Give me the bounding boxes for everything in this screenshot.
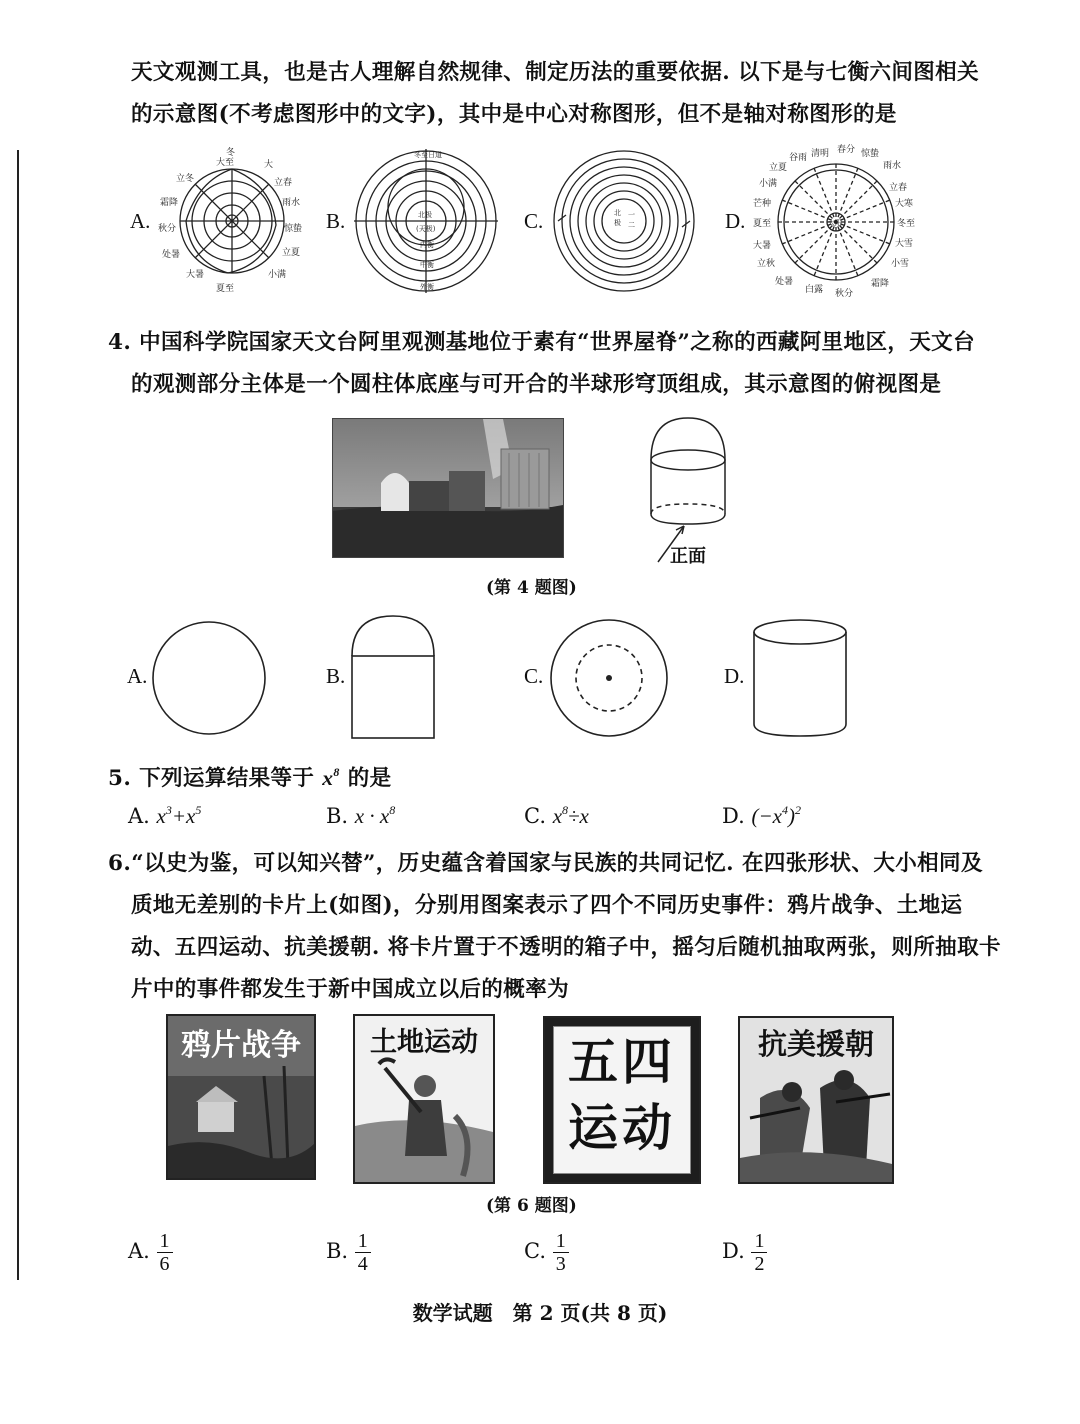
q6-line-3: 动、五四运动、抗美援朝. 将卡片置于不透明的箱子中，摇匀后随机抽取两张，则所抽取卡 <box>131 935 1001 960</box>
svg-text:霜降: 霜降 <box>160 198 179 208</box>
q6-option-b-numerator: 1 <box>355 1230 371 1253</box>
q5-option-c <box>524 803 589 829</box>
card-may-fourth-title-1: 五四 <box>568 1033 676 1091</box>
svg-text:立夏: 立夏 <box>282 248 301 258</box>
q5-stem-prefix: 5. 下列运算结果等于 <box>108 766 315 791</box>
q5-option-c-expr: $x^8\div x$ <box>552 803 589 828</box>
q5-option-b-label: B. <box>326 804 349 828</box>
q6-line-2: 质地无差别的卡片上(如图)，分别用图案表示了四个不同历史事件：鸦片战争、土地运 <box>131 893 963 918</box>
svg-text:大: 大 <box>264 160 274 170</box>
q6-line-1: 6.“以史为鉴，可以知兴替”，历史蕴含着国家与民族的共同记忆. 在四张形状、大小相同及 <box>108 851 983 876</box>
svg-text:大雪: 大雪 <box>895 239 914 249</box>
svg-text:处暑: 处暑 <box>775 277 794 287</box>
svg-text:冬至: 冬至 <box>897 219 916 229</box>
q5-option-a-label: A. <box>128 804 150 828</box>
q3-figure-c <box>548 143 700 299</box>
svg-text:极: 极 <box>614 219 621 227</box>
q5-option-a <box>128 803 201 829</box>
q5-target-expr: $x^8$ <box>322 765 340 790</box>
q6-option-b-denominator: 4 <box>357 1253 368 1275</box>
svg-text:立秋: 立秋 <box>757 259 776 269</box>
q5-option-a-expr: $x^3+x^5$ <box>156 803 202 828</box>
card-may-fourth-title-2: 运动 <box>568 1099 676 1157</box>
svg-text:秋分: 秋分 <box>835 289 854 299</box>
q3-line-2: 的示意图(不考虑图形中的文字)，其中是中心对称图形，但不是轴对称图形的是 <box>131 102 897 127</box>
svg-text:立春: 立春 <box>274 178 293 188</box>
q5-option-d-expr: $(-x^4)^2$ <box>751 803 801 828</box>
svg-text:夏至: 夏至 <box>216 284 235 294</box>
svg-text:大寒: 大寒 <box>895 199 914 209</box>
q5-option-b <box>326 803 395 829</box>
svg-text:外衡: 外衡 <box>420 283 434 291</box>
q6-option-d <box>722 1230 767 1275</box>
svg-text:小雪: 小雪 <box>891 259 910 269</box>
q4-option-b-figure <box>350 614 436 740</box>
q6-option-d-fraction <box>751 1230 767 1275</box>
q6-option-b-fraction <box>355 1230 371 1275</box>
q6-option-c <box>524 1230 569 1275</box>
svg-text:大至: 大至 <box>216 158 235 168</box>
q4-line-2: 的观测部分主体是一个圆柱体底座与可开合的半球形穹顶组成，其示意图的俯视图是 <box>131 372 942 397</box>
card-korean-war-title: 抗美援朝 <box>757 1027 874 1061</box>
q4-option-a-label: A. <box>127 664 148 688</box>
svg-text:立夏: 立夏 <box>769 163 788 173</box>
q3-figure-a <box>156 145 308 297</box>
q6-option-b-label: B. <box>326 1239 349 1263</box>
card-land-movement <box>353 1014 495 1184</box>
q4-figure-caption: (第 4 题图) <box>486 578 577 598</box>
card-opium-war-title: 鸦片战争 <box>181 1028 301 1063</box>
q6-option-c-fraction <box>553 1230 569 1275</box>
q4-option-d-figure <box>750 616 850 740</box>
card-opium-war <box>166 1014 316 1180</box>
observatory-photo <box>332 418 564 558</box>
q5-option-c-label: C. <box>524 804 546 828</box>
q6-option-d-denominator: 2 <box>754 1253 765 1275</box>
svg-text:芒种: 芒种 <box>753 199 772 209</box>
q4-line-1: 4. 中国科学院国家天文台阿里观测基地位于素有“世界屋脊”之称的西藏阿里地区，天文台 <box>108 330 975 355</box>
svg-text:霜降: 霜降 <box>871 279 890 289</box>
q3-option-a-label: A. <box>130 209 151 233</box>
q3-figure-d <box>753 140 919 304</box>
svg-text:惊蛰: 惊蛰 <box>284 224 303 234</box>
svg-text:立春: 立春 <box>889 183 908 193</box>
svg-text:大暑: 大暑 <box>753 241 772 251</box>
svg-text:一: 一 <box>628 211 635 219</box>
q6-option-d-label: D. <box>722 1239 745 1263</box>
svg-text:秋分: 秋分 <box>158 224 177 234</box>
q3-option-b-label: B. <box>326 209 346 233</box>
q6-option-a-label: A. <box>128 1239 150 1263</box>
svg-text:小满: 小满 <box>268 270 287 280</box>
svg-text:太阳: 太阳 <box>828 219 842 227</box>
svg-text:北: 北 <box>614 209 621 217</box>
svg-text:处暑: 处暑 <box>162 250 181 260</box>
card-may-fourth <box>543 1016 701 1184</box>
margin-rule <box>17 150 19 1280</box>
q3-option-c-label: C. <box>524 209 544 233</box>
svg-text:二: 二 <box>628 221 635 229</box>
q5-stem-suffix: 的是 <box>347 766 392 791</box>
svg-text:惊蛰: 惊蛰 <box>861 149 880 159</box>
page-footer: 数学试题 第 2 页(共 8 页) <box>412 1301 668 1325</box>
q4-option-a-figure <box>150 620 268 736</box>
q5-stem <box>108 761 392 792</box>
svg-text:立冬: 立冬 <box>176 174 195 184</box>
svg-text:冬至日道: 冬至日道 <box>414 151 442 159</box>
q6-option-a-fraction <box>157 1230 173 1275</box>
q4-option-d-label: D. <box>724 664 745 688</box>
svg-text:谷雨: 谷雨 <box>789 153 808 163</box>
q6-option-c-numerator: 1 <box>553 1230 569 1253</box>
q6-option-a-numerator: 1 <box>157 1230 173 1253</box>
q6-option-d-numerator: 1 <box>751 1230 767 1253</box>
card-korean-war <box>738 1016 894 1184</box>
q5-option-d-label: D. <box>722 804 745 828</box>
q3-option-d-label: D. <box>725 209 746 233</box>
q6-option-c-label: C. <box>524 1239 546 1263</box>
svg-text:冬: 冬 <box>226 148 236 158</box>
q6-option-b <box>326 1230 371 1275</box>
svg-text:中衡: 中衡 <box>420 261 434 269</box>
q5-option-b-expr: $x \cdot x^8$ <box>354 803 396 828</box>
q6-option-c-denominator: 3 <box>555 1253 566 1275</box>
svg-text:(天极): (天极) <box>416 225 436 233</box>
q4-option-c-label: C. <box>524 664 544 688</box>
svg-text:雨水: 雨水 <box>282 198 301 208</box>
svg-text:白露: 白露 <box>805 285 824 295</box>
q5-option-d <box>722 803 801 829</box>
svg-text:夏至: 夏至 <box>753 219 772 229</box>
svg-text:北极: 北极 <box>418 211 432 219</box>
q3-figure-b <box>352 143 500 299</box>
front-view-label: 正面 <box>670 546 706 567</box>
q6-figure-caption: (第 6 题图) <box>486 1196 577 1216</box>
q6-option-a <box>128 1230 173 1275</box>
svg-text:春分: 春分 <box>837 145 856 155</box>
svg-text:雨水: 雨水 <box>883 161 902 171</box>
svg-text:小满: 小满 <box>759 179 778 189</box>
q6-option-a-denominator: 6 <box>159 1253 170 1275</box>
svg-text:内衡: 内衡 <box>420 241 434 249</box>
q3-line-1: 天文观测工具，也是古人理解自然规律、制定历法的重要依据. 以下是与七衡六间图相关 <box>131 60 979 85</box>
q4-option-b-label: B. <box>326 664 346 688</box>
q6-line-4: 片中的事件都发生于新中国成立以后的概率为 <box>131 977 570 1002</box>
q4-option-c-figure <box>548 618 670 738</box>
svg-text:清明: 清明 <box>811 149 830 159</box>
card-land-movement-title: 土地运动 <box>370 1027 478 1058</box>
svg-text:大暑: 大暑 <box>186 270 205 280</box>
